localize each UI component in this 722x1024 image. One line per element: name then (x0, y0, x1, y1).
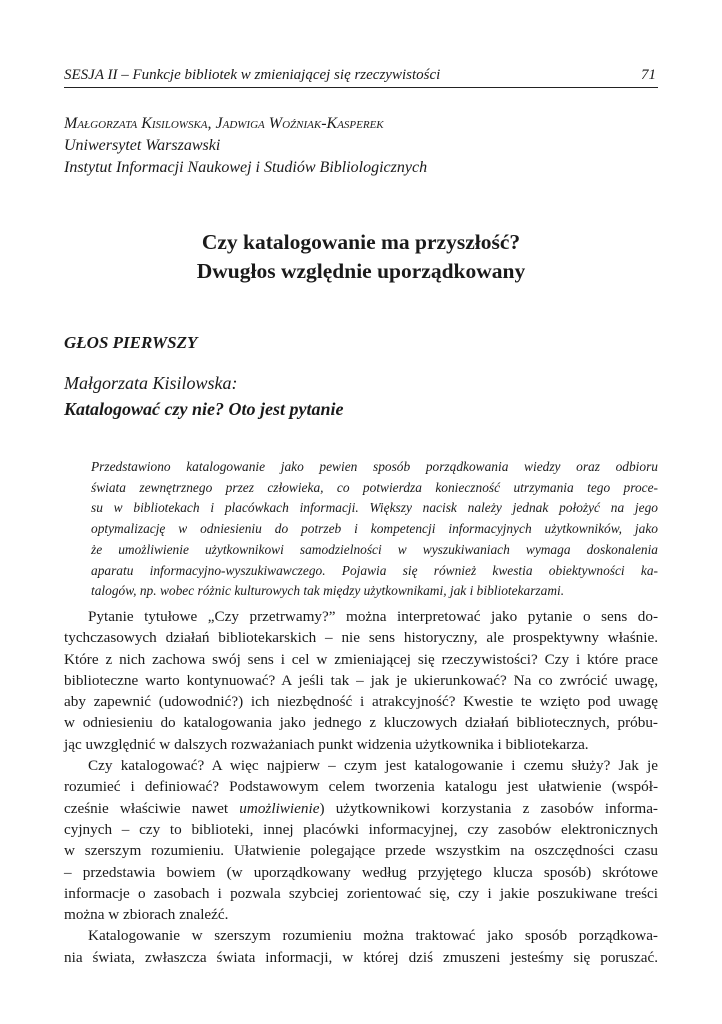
body-line: rozumieć i definiować? Podstawowym celem tworzenia katalogu jest ułatwienie (współ- (64, 778, 658, 796)
body-line: w odniesieniu do katalogowania jako jednego z kluczowych działań bibliotecznych, próbu- (64, 714, 658, 732)
paper-title (64, 228, 658, 286)
body-line: Czy katalogować? A więc najpierw – czym jest katalogowanie i czemu służy? Jak je (88, 757, 658, 775)
body-line: tychczasowych działań bibliotekarskich – nie sens historyczny, ale prospektywny właśnie. (64, 629, 658, 647)
abstract-line: świata zewnętrznego przez człowieka, co potwierdza konieczność utrzymania tego proce- (91, 479, 658, 495)
abstract-line: Przedstawiono katalogowanie jako pewien sposób porządkowania wiedzy oraz odbioru (91, 459, 658, 474)
body-line: Które z nich zachowa swój sens i cel w zmieniającej się rzeczywistości? Czy i które prace (64, 650, 658, 668)
body-line: Pytanie tytułowe „Czy przetrwamy?” można interpretować jako pytanie o sens do- (88, 608, 658, 625)
author-names: Małgorzata Kisilowska, Jadwiga Woźniak-Kasperek (64, 115, 384, 132)
running-head-title: SESJA II – Funkcje bibliotek w zmieniającej się rzeczywistości (64, 67, 441, 83)
body-text (64, 606, 658, 968)
author-block (64, 113, 658, 179)
body-line: jąc uwzględnić w dalszych rozważaniach punkt widzenia użytkownika i bibliotekarza. (64, 735, 589, 753)
body-line: informacje o zasobach i pozwala szybciej zorientować się, czy i jakie poszukiwane treści (64, 884, 658, 902)
body-text-fragment: cześnie właściwie nawet (64, 799, 240, 817)
abstract-line: aparatu informacyjno-wyszukiwawczego. Pojawia się również kwestia obiektywności ka- (91, 562, 658, 578)
body-line: nia świata, zwłaszcza świata informacji, w której dziś zmuszeni jesteśmy się poruszać. (64, 948, 658, 966)
author-university: Uniwersytet Warszawski (64, 137, 221, 154)
abstract-line: su w bibliotekach i placówkach informacji. Większy nacisk należy jednak położyć na jego (91, 500, 658, 516)
body-line: można w zbiorach znaleźć. (64, 906, 229, 924)
body-line: cyjnych – czy to biblioteki, innej placówki informacyjnej, czy zasobów elektronicznych (64, 820, 658, 838)
abstract-line: że umożliwienie użytkownikowi samodzielności w wyszukiwaniach wymaga doskonalenia (91, 541, 658, 557)
body-line: biblioteczne warto kontynuować? A jeśli tak – jak je ukierunkować? Na co zwrócić uwagę, (64, 671, 658, 689)
paper-title-line-2: Dwugłos względnie uporządkowany (196, 259, 526, 283)
body-line: aby zapewnić (udowodnić?) ich niezbędność i atrakcyjność? Kwestie te wzięto pod uwagę (64, 693, 658, 711)
section-heading: GŁOS PIERWSZY (64, 333, 198, 352)
subsection-author: Małgorzata Kisilowska: (64, 373, 238, 393)
subsection-title: Katalogować czy nie? Oto jest pytanie (64, 399, 344, 419)
body-line-mixed (64, 798, 658, 819)
body-line: Katalogowanie w szerszym rozumieniu można traktować jako sposób porządkowa- (88, 927, 658, 945)
page-number: 71 (641, 67, 656, 83)
abstract (91, 457, 658, 602)
page (64, 0, 658, 1024)
abstract-line: talogów, np. wobec różnic kulturowych tak między użytkownikami, jak i bibliotekarzami. (91, 583, 565, 599)
paper-title-line-1: Czy katalogowanie ma przyszłość? (201, 230, 521, 254)
body-text-fragment: ) użytkownikowi korzystania z zasobów informa- (319, 799, 658, 817)
body-line: w szerszym rozumieniu. Ułatwienie polegające przede wszystkim na oszczędności czasu (64, 842, 658, 860)
author-institute: Instytut Informacji Naukowej i Studiów Bibliologicznych (64, 159, 428, 176)
running-head (64, 63, 658, 88)
body-line: – przedstawia bowiem (w uporządkowany według przyjętego klucza sposób) skrótowe (64, 863, 658, 881)
abstract-line: optymalizację w odniesieniu do potrzeb i kompetencji informacyjnych użytkowników, jako (91, 521, 658, 537)
emphasis-text: umożliwienie (239, 799, 320, 817)
